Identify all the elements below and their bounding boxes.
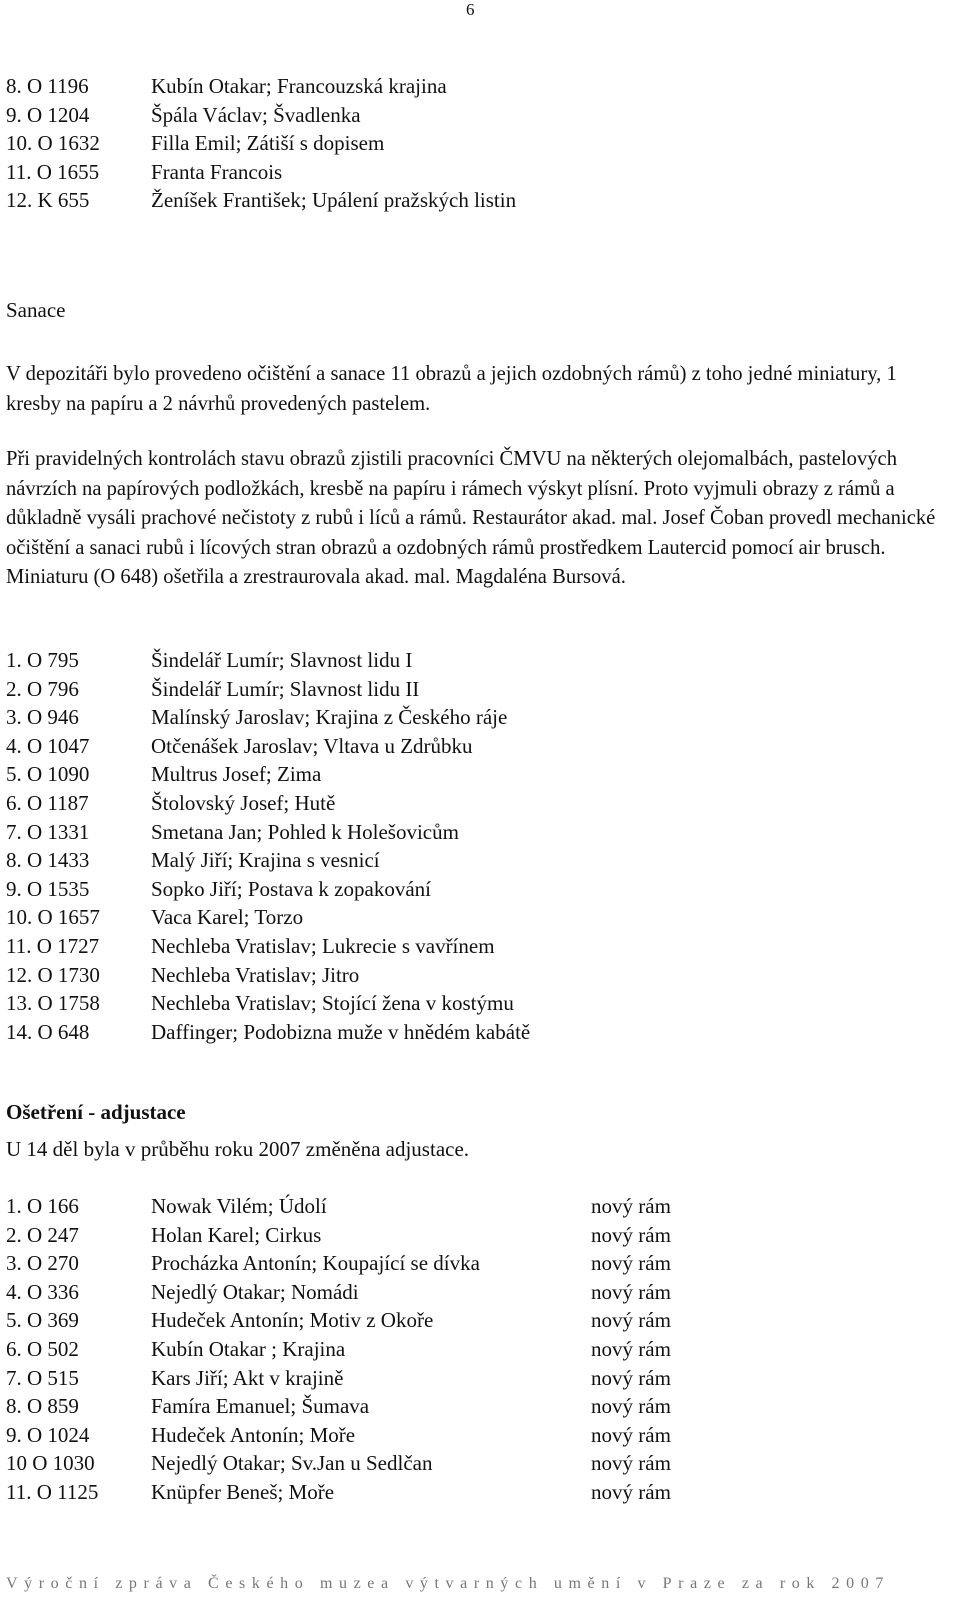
frame-status: nový rám bbox=[591, 1194, 671, 1218]
artwork-title: Filla Emil; Zátiší s dopisem bbox=[151, 131, 385, 156]
frame-status: nový rám bbox=[591, 1279, 671, 1304]
adjustace-heading: Ošetření - adjustace bbox=[6, 1100, 186, 1124]
list-item bbox=[6, 760, 530, 789]
list-item bbox=[6, 1221, 671, 1250]
artwork-title: Daffinger; Podobizna muže v hnědém kabátě bbox=[151, 1019, 531, 1044]
list-item bbox=[6, 961, 530, 990]
artwork-title: Ženíšek František; Upálení pražských listin bbox=[151, 188, 517, 213]
artwork-title: Nechleba Vratislav; Lukrecie s vavřínem bbox=[151, 933, 495, 958]
inventory-number: 9. O 1204 bbox=[6, 102, 90, 127]
artwork-title: Nowak Vilém; Údolí bbox=[151, 1194, 327, 1218]
list-item bbox=[6, 703, 530, 732]
list-item bbox=[6, 789, 530, 818]
inventory-number: 11. O 1727 bbox=[6, 933, 100, 958]
inventory-number: 9. O 1024 bbox=[6, 1422, 90, 1447]
adjustace-list bbox=[6, 1192, 671, 1507]
frame-status: nový rám bbox=[591, 1336, 671, 1361]
artwork-title: Vaca Karel; Torzo bbox=[151, 905, 304, 930]
artwork-title: Famíra Emanuel; Šumava bbox=[151, 1394, 370, 1419]
sanace-paragraph-1: V depozitáři bylo provedeno očištění a sanace 11 obrazů a jejich ozdobných rámů) z toho jedné miniatury, 1 kresby na papíru a 2 návrhů provedených pastelem. bbox=[6, 363, 897, 415]
adjustace-lead: U 14 děl byla v průběhu roku 2007 změněna adjustace. bbox=[6, 1137, 470, 1161]
artwork-title: Šindelář Lumír; Slavnost lidu II bbox=[151, 676, 420, 701]
artwork-title: Kubín Otakar ; Krajina bbox=[151, 1336, 346, 1361]
list-item bbox=[6, 818, 530, 847]
frame-status: nový rám bbox=[591, 1308, 671, 1333]
artwork-title: Nejedlý Otakar; Nomádi bbox=[151, 1279, 359, 1304]
inventory-number: 1. O 795 bbox=[6, 648, 79, 672]
artwork-title: Otčenášek Jaroslav; Vltava u Zdrůbku bbox=[151, 733, 473, 758]
inventory-number: 10. O 1632 bbox=[6, 131, 100, 156]
list-item bbox=[6, 1278, 671, 1307]
inventory-number: 4. O 336 bbox=[6, 1279, 79, 1304]
artwork-title: Hudeček Antonín; Motiv z Okoře bbox=[151, 1308, 434, 1333]
artwork-title: Smetana Jan; Pohled k Holešovicům bbox=[151, 819, 459, 844]
list-item bbox=[6, 989, 530, 1018]
artwork-title: Multrus Josef; Zima bbox=[151, 762, 322, 787]
artwork-title: Nechleba Vratislav; Jitro bbox=[151, 962, 360, 987]
inventory-number: 5. O 1090 bbox=[6, 762, 90, 787]
inventory-number: 8. O 859 bbox=[6, 1394, 79, 1419]
artwork-title: Procházka Antonín; Koupající se dívka bbox=[151, 1251, 480, 1276]
inventory-number: 12. K 655 bbox=[6, 188, 90, 213]
inventory-number: 4. O 1047 bbox=[6, 733, 90, 758]
list-item bbox=[6, 1249, 671, 1278]
sanace-heading: Sanace bbox=[6, 298, 66, 322]
list-item bbox=[6, 1421, 671, 1450]
list-item bbox=[6, 646, 530, 675]
list-item bbox=[6, 186, 516, 215]
artwork-title: Franta Francois bbox=[151, 159, 283, 184]
inventory-number: 6. O 1187 bbox=[6, 790, 89, 815]
inventory-number: 8. O 1196 bbox=[6, 74, 89, 98]
list-item bbox=[6, 1478, 671, 1507]
list-item bbox=[6, 732, 530, 761]
inventory-number: 7. O 1331 bbox=[6, 819, 90, 844]
inventory-number: 6. O 502 bbox=[6, 1336, 79, 1361]
inventory-number: 11. O 1125 bbox=[6, 1479, 99, 1504]
inventory-number: 10. O 1657 bbox=[6, 905, 100, 930]
list-item bbox=[6, 903, 530, 932]
list-item bbox=[6, 675, 530, 704]
list-item bbox=[6, 1392, 671, 1421]
inventory-number: 9. O 1535 bbox=[6, 876, 90, 901]
list-item bbox=[6, 1449, 671, 1478]
list-item bbox=[6, 875, 530, 904]
list-item bbox=[6, 129, 516, 158]
artwork-title: Knüpfer Beneš; Moře bbox=[151, 1479, 335, 1504]
list-item bbox=[6, 932, 530, 961]
artwork-title: Nechleba Vratislav; Stojící žena v kostýmu bbox=[151, 991, 514, 1016]
artwork-title: Malínský Jaroslav; Krajina z Českého ráje bbox=[151, 705, 508, 730]
frame-status: nový rám bbox=[591, 1222, 671, 1247]
list-item bbox=[6, 158, 516, 187]
list-item bbox=[6, 1306, 671, 1335]
inventory-number: 3. O 946 bbox=[6, 705, 79, 730]
artwork-title: Malý Jiří; Krajina s vesnicí bbox=[151, 848, 380, 873]
list-item bbox=[6, 846, 530, 875]
inventory-number: 10 O 1030 bbox=[6, 1451, 95, 1476]
inventory-number: 7. O 515 bbox=[6, 1365, 79, 1390]
artwork-title: Štolovský Josef; Hutě bbox=[151, 790, 336, 815]
list-item bbox=[6, 1018, 530, 1047]
sanace-list bbox=[6, 646, 530, 1046]
frame-status: nový rám bbox=[591, 1394, 671, 1419]
inventory-number: 2. O 247 bbox=[6, 1222, 79, 1247]
list-item bbox=[6, 1335, 671, 1364]
artwork-title: Kubín Otakar; Francouzská krajina bbox=[151, 74, 447, 98]
artwork-title: Nejedlý Otakar; Sv.Jan u Sedlčan bbox=[151, 1451, 433, 1476]
list-item bbox=[6, 101, 516, 130]
inventory-number: 13. O 1758 bbox=[6, 991, 100, 1016]
inventory-number: 14. O 648 bbox=[6, 1019, 90, 1044]
page-footer: Výroční zpráva Českého muzea výtvarných umění v Praze za rok 2007 bbox=[6, 1575, 890, 1592]
artwork-title: Šindelář Lumír; Slavnost lidu I bbox=[151, 648, 413, 672]
sanace-paragraph-2: Při pravidelných kontrolách stavu obrazů zjistili pracovníci ČMVU na některých olejomalbách, pastelových návrzích na papírových podložkách, kresbě na papíru i rámech výskyt plísní. Proto vyjmuli obrazy z rámů a důkladně vysáli prachové nečistoty z rubů i líců a rámů. Restaurátor akad. mal. Josef Čoban provedl mechanické očištění a sanaci rubů i lícových stran obrazů a ozdobných rámů prostředkem Lautercid pomocí air brusch. Miniaturu (O 648) ošetřila a zrestraurovala akad. mal. Magdaléna Bursová. bbox=[6, 448, 936, 588]
inventory-number: 2. O 796 bbox=[6, 676, 79, 701]
list-item bbox=[6, 1192, 671, 1221]
inventory-number: 5. O 369 bbox=[6, 1308, 79, 1333]
inventory-number: 3. O 270 bbox=[6, 1251, 79, 1276]
frame-status: nový rám bbox=[591, 1365, 671, 1390]
artwork-title: Hudeček Antonín; Moře bbox=[151, 1422, 356, 1447]
frame-status: nový rám bbox=[591, 1251, 671, 1276]
artwork-title: Holan Karel; Cirkus bbox=[151, 1222, 322, 1247]
frame-status: nový rám bbox=[591, 1479, 671, 1504]
artwork-title: Sopko Jiří; Postava k zopakování bbox=[151, 876, 431, 901]
list-item bbox=[6, 72, 516, 101]
inventory-number: 12. O 1730 bbox=[6, 962, 100, 987]
top-list bbox=[6, 72, 516, 215]
list-item bbox=[6, 1364, 671, 1393]
frame-status: nový rám bbox=[591, 1422, 671, 1447]
artwork-title: Špála Václav; Švadlenka bbox=[151, 102, 361, 127]
frame-status: nový rám bbox=[591, 1451, 671, 1476]
artwork-title: Kars Jiří; Akt v krajině bbox=[151, 1365, 344, 1390]
inventory-number: 11. O 1655 bbox=[6, 159, 100, 184]
inventory-number: 8. O 1433 bbox=[6, 848, 90, 873]
page-number: 6 bbox=[466, 0, 475, 19]
inventory-number: 1. O 166 bbox=[6, 1194, 79, 1218]
